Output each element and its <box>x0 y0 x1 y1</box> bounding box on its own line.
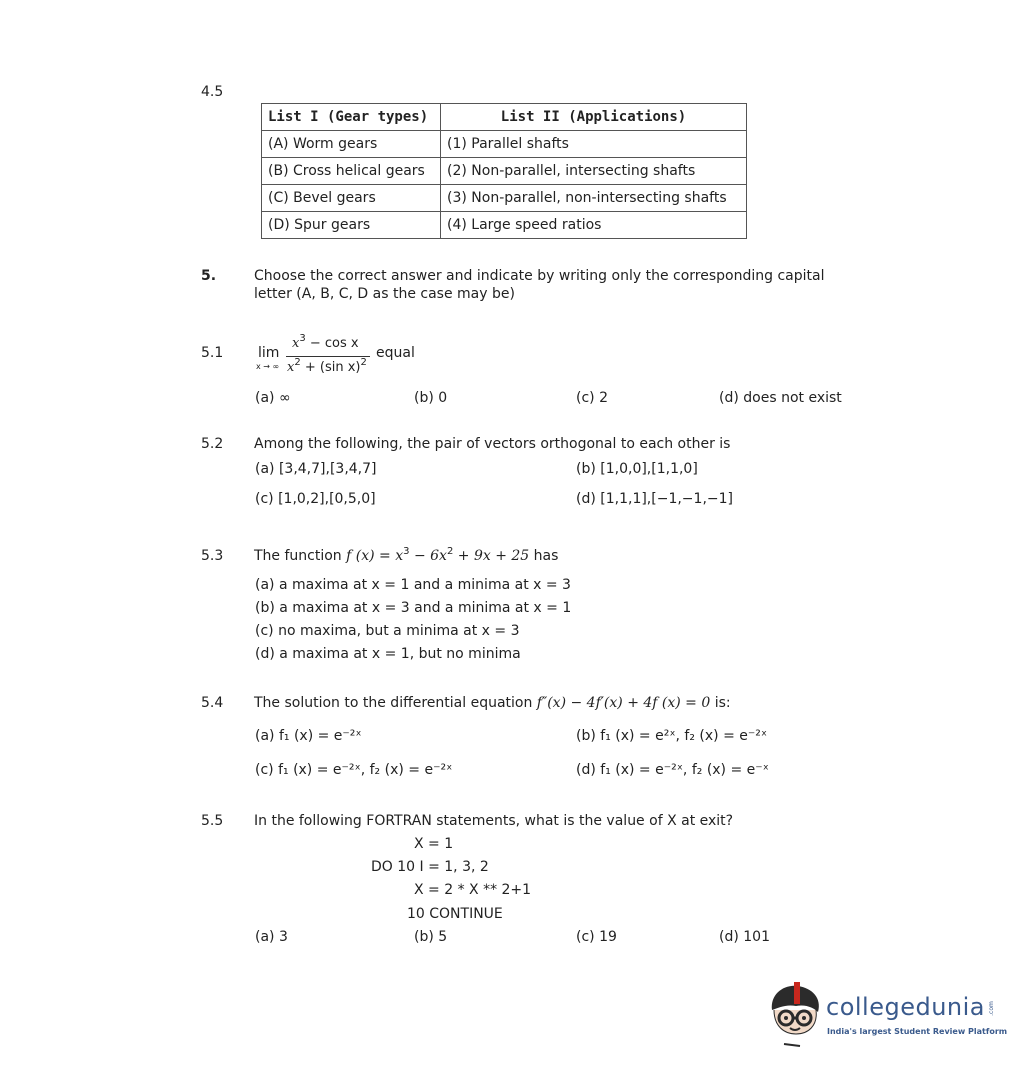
code-line: DO 10 I = 1, 3, 2 <box>371 859 489 875</box>
option: (c) f₁ (x) = e⁻²ˣ, f₂ (x) = e⁻²ˣ <box>255 762 453 778</box>
option: (a) a maxima at x = 1 and a minima at x = 3 <box>255 577 571 593</box>
stem-text: The function <box>254 548 347 564</box>
table-header-row <box>262 104 747 131</box>
option: (c) no maxima, but a minima at x = 3 <box>255 623 520 639</box>
table-cell: (1) Parallel shafts <box>441 131 747 158</box>
question-number: 5.1 <box>201 345 224 361</box>
option: (b) [1,0,0],[1,1,0] <box>576 461 698 477</box>
mascot-logo-icon <box>766 980 826 1050</box>
brand-name: collegedunia <box>826 993 986 1021</box>
question-number: 5.5 <box>201 813 224 829</box>
limit-subscript: x → ∞ <box>256 362 280 371</box>
exponent: 2 <box>294 357 301 368</box>
option: (d) a maxima at x = 1, but no minima <box>255 646 521 662</box>
option: (c) 2 <box>576 390 608 406</box>
instruction-line: letter (A, B, C, D as the case may be) <box>254 286 515 302</box>
question-number: 4.5 <box>201 84 224 100</box>
question-number: 5.2 <box>201 436 224 452</box>
option: (b) 0 <box>414 390 448 406</box>
table-row <box>262 185 747 212</box>
stem-text: The solution to the differential equation <box>254 695 537 711</box>
table-row <box>262 212 747 239</box>
exponent: 3 <box>299 333 306 344</box>
option: (b) 5 <box>414 929 448 945</box>
option: (d) does not exist <box>719 390 842 406</box>
option: (d) f₁ (x) = e⁻²ˣ, f₂ (x) = e⁻ˣ <box>576 762 769 778</box>
question-stem <box>254 548 558 564</box>
var-x: x <box>287 360 295 375</box>
table-row <box>262 158 747 185</box>
code-line: X = 1 <box>414 836 454 852</box>
table-cell: (2) Non-parallel, intersecting shafts <box>441 158 747 185</box>
table-cell: (4) Large speed ratios <box>441 212 747 239</box>
question-stem <box>254 695 731 711</box>
option: (d) 101 <box>719 929 770 945</box>
function-expr: f (x) = x <box>346 548 404 564</box>
option: (c) 19 <box>576 929 617 945</box>
table-cell: (A) Worm gears <box>262 131 441 158</box>
fraction-numerator <box>292 333 359 351</box>
section-number: 5. <box>201 268 217 284</box>
function-expr: + 9x + 25 <box>453 548 530 564</box>
option: (a) f₁ (x) = e⁻²ˣ <box>255 728 362 744</box>
table-cell: (D) Spur gears <box>262 212 441 239</box>
var-x: x <box>292 336 300 351</box>
option: (a) 3 <box>255 929 288 945</box>
fraction-denominator <box>287 357 367 375</box>
equation: f″(x) − 4f′(x) + 4f (x) = 0 <box>536 695 711 711</box>
stem-text: has <box>529 548 559 564</box>
table-cell: (B) Cross helical gears <box>262 158 441 185</box>
question-stem: In the following FORTRAN statements, what is the value of X at exit? <box>254 813 734 829</box>
stem-text: is: <box>710 695 731 711</box>
option: (b) a maxima at x = 3 and a minima at x = 1 <box>255 600 572 616</box>
option: (d) [1,1,1],[−1,−1,−1] <box>576 491 733 507</box>
code-line: 10 CONTINUE <box>407 906 503 922</box>
instruction-line: Choose the correct answer and indicate by writing only the corresponding capital <box>254 268 825 284</box>
table-cell: (C) Bevel gears <box>262 185 441 212</box>
function-expr: − 6x <box>409 548 447 564</box>
equal-text: equal <box>376 345 415 361</box>
exponent: 2 <box>446 546 454 557</box>
option: (b) f₁ (x) = e²ˣ, f₂ (x) = e⁻²ˣ <box>576 728 768 744</box>
limit-label: lim <box>258 345 280 361</box>
gear-match-table <box>261 103 747 239</box>
brand-dotcom: .com <box>987 1001 995 1016</box>
option: (a) ∞ <box>255 390 291 406</box>
code-line: X = 2 * X ** 2+1 <box>414 882 532 898</box>
table-cell: (3) Non-parallel, non-intersecting shafts <box>441 185 747 212</box>
question-number: 5.3 <box>201 548 224 564</box>
numerator-rest: − cos x <box>305 336 359 351</box>
option: (c) [1,0,2],[0,5,0] <box>255 491 376 507</box>
question-number: 5.4 <box>201 695 224 711</box>
option: (a) [3,4,7],[3,4,7] <box>255 461 377 477</box>
brand-tagline: India's largest Student Review Platform <box>827 1027 1008 1036</box>
table-header: List II (Applications) <box>441 104 747 131</box>
exponent: 3 <box>403 546 410 557</box>
exponent: 2 <box>360 357 367 368</box>
table-header: List I (Gear types) <box>262 104 441 131</box>
question-stem: Among the following, the pair of vectors orthogonal to each other is <box>254 436 731 452</box>
table-row <box>262 131 747 158</box>
denominator-rest: + (sin x) <box>300 360 361 375</box>
